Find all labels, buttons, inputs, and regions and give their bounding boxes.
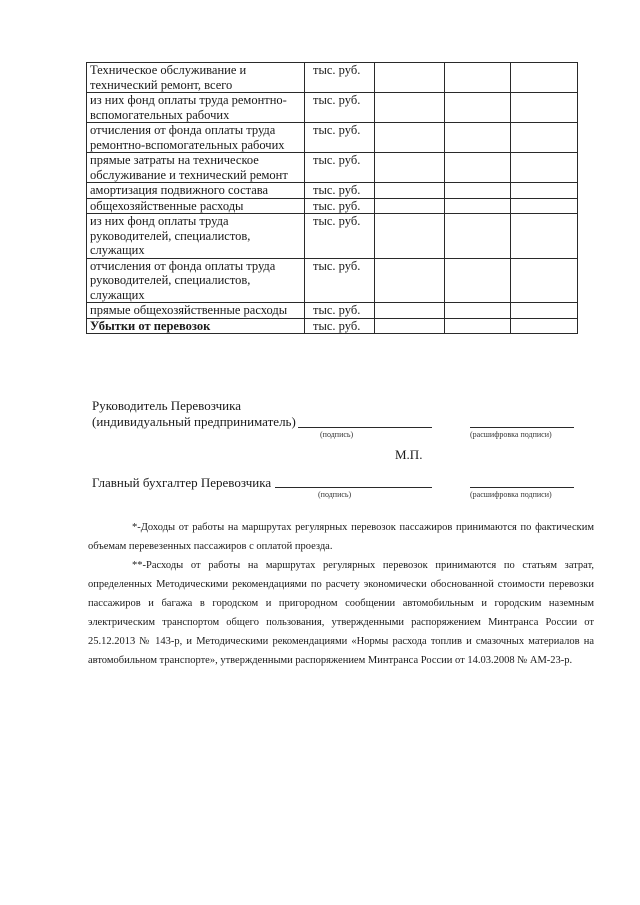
row-unit: тыс. руб.	[305, 123, 375, 153]
value-cell[interactable]	[511, 93, 578, 123]
row-label: амортизация подвижного состава	[87, 183, 305, 199]
row-unit: тыс. руб.	[305, 198, 375, 214]
value-cell[interactable]	[375, 93, 445, 123]
accountant-signature-hint: (подпись)	[318, 490, 352, 499]
table-row	[87, 123, 578, 153]
row-label: отчисления от фонда оплаты труда ремонтно-вспомогательных рабочих	[87, 123, 305, 153]
value-cell[interactable]	[511, 198, 578, 214]
value-cell[interactable]	[445, 63, 511, 93]
accountant-decode-line[interactable]	[470, 487, 574, 488]
row-label: прямые затраты на техническое обслуживание и технический ремонт	[87, 153, 305, 183]
head-decode-line[interactable]	[470, 427, 574, 428]
table-row	[87, 183, 578, 199]
row-unit: тыс. руб.	[305, 258, 375, 303]
head-signature-hint: (подпись)	[320, 430, 354, 439]
value-cell[interactable]	[375, 63, 445, 93]
row-label: отчисления от фонда оплаты труда руководителей, специалистов, служащих	[87, 258, 305, 303]
value-cell[interactable]	[375, 318, 445, 334]
value-cell[interactable]	[445, 123, 511, 153]
table-row	[87, 63, 578, 93]
stamp-place: М.П.	[395, 447, 423, 462]
table-row	[87, 153, 578, 183]
table-row	[87, 318, 578, 334]
value-cell[interactable]	[445, 183, 511, 199]
row-unit: тыс. руб.	[305, 153, 375, 183]
row-unit: тыс. руб.	[305, 318, 375, 334]
value-cell[interactable]	[511, 214, 578, 259]
footnote-income: *-Доходы от работы на маршрутах регулярных перевозок пассажиров принимаются по фактическим объемам перевезенных пассажиров с оплатой проезда.	[88, 522, 594, 552]
value-cell[interactable]	[511, 258, 578, 303]
value-cell[interactable]	[445, 214, 511, 259]
value-cell[interactable]	[375, 198, 445, 214]
value-cell[interactable]	[511, 153, 578, 183]
row-unit: тыс. руб.	[305, 214, 375, 259]
value-cell[interactable]	[375, 303, 445, 319]
table-row	[87, 303, 578, 319]
row-label: общехозяйственные расходы	[87, 198, 305, 214]
value-cell[interactable]	[375, 153, 445, 183]
row-label: из них фонд оплаты труда ремонтно-вспомогательных рабочих	[87, 93, 305, 123]
accountant-title: Главный бухгалтер Перевозчика	[92, 475, 272, 490]
row-label: из них фонд оплаты труда руководителей, специалистов, служащих	[87, 214, 305, 259]
value-cell[interactable]	[511, 63, 578, 93]
value-cell[interactable]	[375, 183, 445, 199]
head-title: Руководитель Перевозчика	[92, 398, 241, 413]
value-cell[interactable]	[511, 318, 578, 334]
row-label: прямые общехозяйственные расходы	[87, 303, 305, 319]
table-row	[87, 214, 578, 259]
table-row	[87, 93, 578, 123]
value-cell[interactable]	[445, 258, 511, 303]
head-signature-line[interactable]	[298, 427, 432, 428]
value-cell[interactable]	[511, 183, 578, 199]
row-unit: тыс. руб.	[305, 93, 375, 123]
row-label: Техническое обслуживание и технический ремонт, всего	[87, 63, 305, 93]
value-cell[interactable]	[445, 198, 511, 214]
head-subtitle: (индивидуальный предприниматель)	[92, 414, 296, 429]
value-cell[interactable]	[445, 93, 511, 123]
value-cell[interactable]	[445, 153, 511, 183]
cost-table	[86, 62, 578, 334]
row-unit: тыс. руб.	[305, 303, 375, 319]
value-cell[interactable]	[511, 123, 578, 153]
head-decode-hint: (расшифровка подписи)	[470, 430, 552, 439]
value-cell[interactable]	[375, 214, 445, 259]
table-row	[87, 258, 578, 303]
value-cell[interactable]	[445, 303, 511, 319]
footnote-expenses: **-Расходы от работы на маршрутах регулярных перевозок принимаются по статьям затрат, определенных Методическими рекомендациями по расчету экономически обоснованной стоимости перевозки пассажиров и багажа в городском и пригородном сообщении автомобильным и городским наземным электрическим транспортом общего пользования, утвержденными распоряжением Минтранса России от 25.12.2013 № 143-р, и Методическими рекомендациями «Нормы расхода топлив и смазочных материалов на автомобильном транспорте», утвержденными распоряжением Минтранса России от 14.03.2008 № АМ-23-р.	[88, 560, 594, 666]
row-label: Убытки от перевозок	[87, 318, 305, 334]
accountant-decode-hint: (расшифровка подписи)	[470, 490, 552, 499]
accountant-signature-line[interactable]	[275, 487, 432, 488]
value-cell[interactable]	[375, 123, 445, 153]
value-cell[interactable]	[511, 303, 578, 319]
row-unit: тыс. руб.	[305, 183, 375, 199]
row-unit: тыс. руб.	[305, 63, 375, 93]
value-cell[interactable]	[375, 258, 445, 303]
table-row	[87, 198, 578, 214]
value-cell[interactable]	[445, 318, 511, 334]
